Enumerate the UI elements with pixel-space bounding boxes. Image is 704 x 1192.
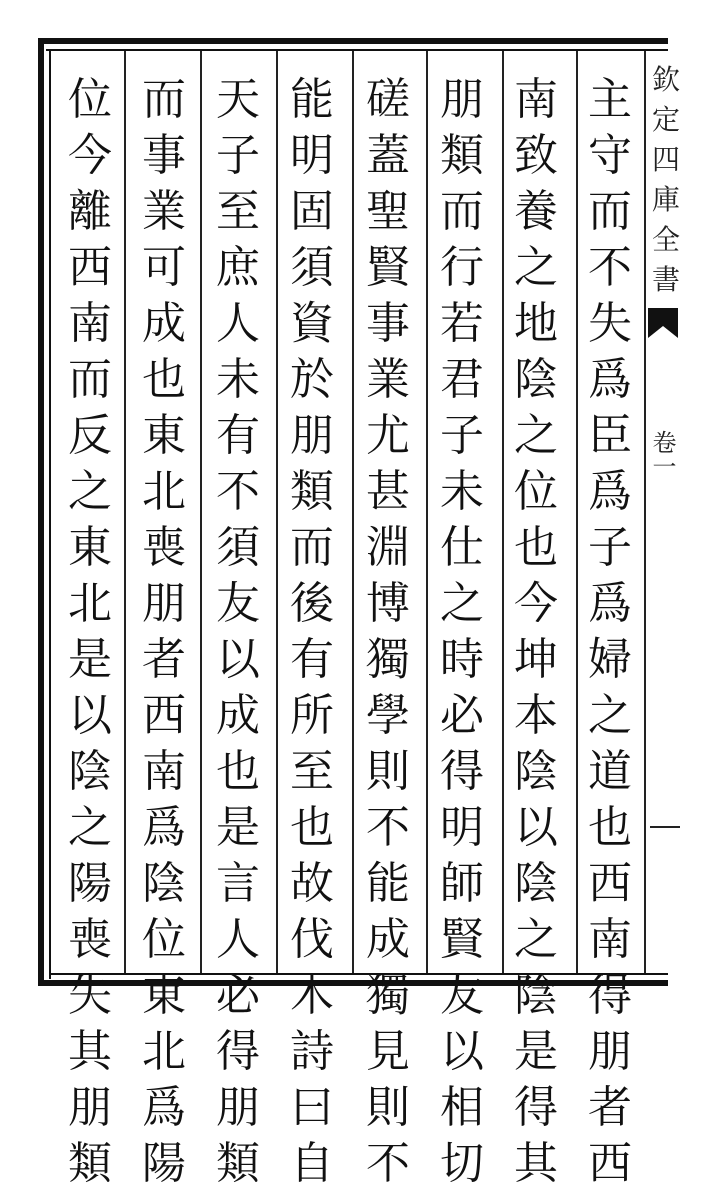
glyph: 不 — [366, 802, 410, 853]
glyph: 未 — [216, 354, 260, 405]
frame-bottom-border — [38, 980, 668, 986]
glyph: 子 — [440, 410, 484, 461]
glyph: 爲 — [588, 466, 632, 517]
glyph: 得 — [514, 1082, 558, 1133]
text-column-8 — [60, 72, 120, 1189]
glyph: 陽 — [68, 858, 112, 909]
glyph: 切 — [440, 1138, 484, 1189]
glyph: 東 — [142, 410, 186, 461]
glyph: 今 — [514, 578, 558, 629]
glyph: 離 — [68, 186, 112, 237]
glyph: 者 — [588, 1082, 632, 1133]
glyph: 臣 — [588, 410, 632, 461]
glyph: 所 — [290, 690, 334, 741]
glyph: 也 — [588, 802, 632, 853]
glyph: 友 — [216, 578, 260, 629]
glyph: 北 — [142, 466, 186, 517]
glyph: 仕 — [440, 522, 484, 573]
glyph: 故 — [290, 858, 334, 909]
glyph: 者 — [142, 634, 186, 685]
glyph: 天 — [216, 74, 260, 125]
glyph: 得 — [440, 746, 484, 797]
glyph: 其 — [68, 1026, 112, 1077]
text-column-5 — [282, 72, 342, 1189]
glyph: 後 — [290, 578, 334, 629]
glyph: 必 — [440, 690, 484, 741]
glyph: 是 — [514, 1026, 558, 1077]
glyph: 君 — [440, 354, 484, 405]
glyph: 位 — [68, 74, 112, 125]
glyph: 南 — [588, 914, 632, 965]
glyph: 得 — [216, 1026, 260, 1077]
glyph: 之 — [514, 410, 558, 461]
glyph: 師 — [440, 858, 484, 909]
glyph: 南 — [514, 74, 558, 125]
glyph: 西 — [68, 242, 112, 293]
column-rule — [276, 51, 278, 973]
glyph: 之 — [68, 802, 112, 853]
glyph: 甚 — [366, 466, 410, 517]
glyph: 業 — [142, 186, 186, 237]
glyph: 西 — [588, 1138, 632, 1189]
glyph: 人 — [216, 914, 260, 965]
glyph: 地 — [514, 298, 558, 349]
glyph: 須 — [290, 242, 334, 293]
glyph: 蓋 — [366, 130, 410, 181]
glyph: 須 — [216, 522, 260, 573]
glyph: 以 — [514, 802, 558, 853]
glyph: 西 — [142, 690, 186, 741]
glyph: 相 — [440, 1082, 484, 1133]
glyph: 業 — [366, 354, 410, 405]
glyph: 言 — [216, 858, 260, 909]
column-rule — [124, 51, 126, 973]
glyph: 有 — [216, 410, 260, 461]
glyph: 陰 — [68, 746, 112, 797]
glyph: 類 — [68, 1138, 112, 1189]
glyph: 陰 — [514, 746, 558, 797]
margin-glyph: 四 — [651, 143, 680, 176]
glyph: 坤 — [514, 634, 558, 685]
glyph: 失 — [68, 970, 112, 1021]
glyph: 朋 — [588, 1026, 632, 1077]
glyph: 之 — [440, 578, 484, 629]
margin-glyph: 欽 — [651, 63, 680, 96]
text-column-4 — [358, 72, 418, 1189]
glyph: 子 — [588, 522, 632, 573]
glyph: 爲 — [588, 354, 632, 405]
glyph: 其 — [514, 1138, 558, 1189]
glyph: 道 — [588, 746, 632, 797]
glyph: 木 — [290, 970, 334, 1021]
margin-glyph: 全 — [651, 223, 680, 256]
glyph: 人 — [216, 298, 260, 349]
glyph: 陰 — [514, 354, 558, 405]
glyph: 陰 — [514, 970, 558, 1021]
glyph: 守 — [588, 130, 632, 181]
glyph: 東 — [142, 970, 186, 1021]
glyph: 事 — [366, 298, 410, 349]
glyph: 南 — [68, 298, 112, 349]
glyph: 之 — [514, 914, 558, 965]
glyph: 也 — [142, 354, 186, 405]
glyph: 不 — [366, 1138, 410, 1189]
glyph: 反 — [68, 410, 112, 461]
glyph: 明 — [290, 130, 334, 181]
glyph: 能 — [366, 858, 410, 909]
glyph: 於 — [290, 354, 334, 405]
glyph: 喪 — [142, 522, 186, 573]
glyph: 不 — [588, 242, 632, 293]
glyph: 聖 — [366, 186, 410, 237]
glyph: 類 — [440, 130, 484, 181]
glyph: 以 — [216, 634, 260, 685]
text-column-6 — [208, 72, 268, 1189]
glyph: 而 — [290, 522, 334, 573]
frame-left-border — [38, 38, 44, 986]
glyph: 友 — [440, 970, 484, 1021]
glyph: 賢 — [366, 242, 410, 293]
glyph: 成 — [366, 914, 410, 965]
glyph: 能 — [290, 74, 334, 125]
glyph: 西 — [588, 858, 632, 909]
frame-top-inner-border — [46, 49, 668, 51]
glyph: 也 — [514, 522, 558, 573]
juan-label: 卷一 — [648, 430, 676, 478]
margin-glyph: 定 — [651, 103, 680, 136]
glyph: 博 — [366, 578, 410, 629]
glyph: 是 — [68, 634, 112, 685]
glyph: 曰 — [290, 1082, 334, 1133]
glyph: 喪 — [68, 914, 112, 965]
glyph: 朋 — [216, 1082, 260, 1133]
glyph: 南 — [142, 746, 186, 797]
glyph: 致 — [514, 130, 558, 181]
glyph: 得 — [588, 970, 632, 1021]
margin-glyph: 庫 — [651, 183, 680, 216]
margin-title — [646, 60, 686, 480]
glyph: 陽 — [142, 1138, 186, 1189]
column-rule — [200, 51, 202, 973]
text-column-3 — [432, 72, 492, 1189]
text-column-7 — [134, 72, 194, 1189]
glyph: 未 — [440, 466, 484, 517]
glyph: 而 — [440, 186, 484, 237]
text-column-2 — [506, 72, 566, 1189]
glyph: 獨 — [366, 634, 410, 685]
glyph: 北 — [68, 578, 112, 629]
glyph: 以 — [68, 690, 112, 741]
glyph: 伐 — [290, 914, 334, 965]
glyph: 固 — [290, 186, 334, 237]
glyph: 則 — [366, 746, 410, 797]
glyph: 成 — [216, 690, 260, 741]
glyph: 之 — [514, 242, 558, 293]
glyph: 朋 — [68, 1082, 112, 1133]
glyph: 位 — [142, 914, 186, 965]
glyph: 庶 — [216, 242, 260, 293]
glyph: 之 — [588, 690, 632, 741]
glyph: 朋 — [142, 578, 186, 629]
glyph: 若 — [440, 298, 484, 349]
glyph: 北 — [142, 1026, 186, 1077]
column-rule — [502, 51, 504, 973]
glyph: 賢 — [440, 914, 484, 965]
glyph: 朋 — [440, 74, 484, 125]
glyph: 詩 — [290, 1026, 334, 1077]
glyph: 可 — [142, 242, 186, 293]
glyph: 淵 — [366, 522, 410, 573]
glyph: 子 — [216, 130, 260, 181]
glyph: 不 — [216, 466, 260, 517]
glyph: 而 — [142, 74, 186, 125]
glyph: 今 — [68, 130, 112, 181]
glyph: 朋 — [290, 410, 334, 461]
glyph: 是 — [216, 802, 260, 853]
glyph: 爲 — [142, 802, 186, 853]
glyph: 見 — [366, 1026, 410, 1077]
glyph: 事 — [142, 130, 186, 181]
glyph: 獨 — [366, 970, 410, 1021]
glyph: 陰 — [514, 858, 558, 909]
glyph: 必 — [216, 970, 260, 1021]
glyph: 主 — [588, 74, 632, 125]
glyph: 至 — [290, 746, 334, 797]
glyph: 也 — [290, 802, 334, 853]
text-column-1 — [580, 72, 640, 1189]
glyph: 資 — [290, 298, 334, 349]
glyph: 養 — [514, 186, 558, 237]
glyph: 學 — [366, 690, 410, 741]
glyph: 明 — [440, 802, 484, 853]
glyph: 也 — [216, 746, 260, 797]
glyph: 位 — [514, 466, 558, 517]
glyph: 類 — [290, 466, 334, 517]
glyph: 有 — [290, 634, 334, 685]
glyph: 婦 — [588, 634, 632, 685]
glyph: 而 — [588, 186, 632, 237]
glyph: 而 — [68, 354, 112, 405]
column-rule — [576, 51, 578, 973]
glyph: 尤 — [366, 410, 410, 461]
glyph: 爲 — [588, 578, 632, 629]
glyph: 爲 — [142, 1082, 186, 1133]
glyph: 本 — [514, 690, 558, 741]
glyph: 成 — [142, 298, 186, 349]
margin-glyph: 書 — [651, 263, 680, 296]
glyph: 自 — [290, 1138, 334, 1189]
frame-top-border — [38, 38, 668, 44]
glyph: 類 — [216, 1138, 260, 1189]
glyph: 磋 — [366, 74, 410, 125]
glyph: 行 — [440, 242, 484, 293]
glyph: 以 — [440, 1026, 484, 1077]
frame-left-inner-border — [49, 49, 51, 979]
glyph: 時 — [440, 634, 484, 685]
margin-rule — [650, 826, 680, 828]
glyph: 則 — [366, 1082, 410, 1133]
column-rule — [352, 51, 354, 973]
glyph: 至 — [216, 186, 260, 237]
glyph: 之 — [68, 466, 112, 517]
glyph: 陰 — [142, 858, 186, 909]
glyph: 東 — [68, 522, 112, 573]
glyph: 失 — [588, 298, 632, 349]
column-rule — [426, 51, 428, 973]
